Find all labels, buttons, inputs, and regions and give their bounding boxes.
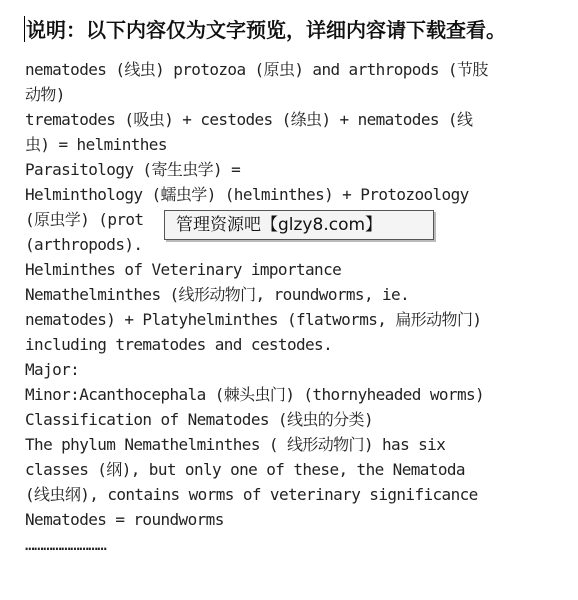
document-line: Helminthes of Veterinary importance (25, 260, 342, 279)
document-line: The phylum Nemathelminthes ( 线形动物门) has six (25, 435, 446, 454)
document-text (25, 57, 573, 557)
document-line: Nemathelminthes (线形动物门, roundworms, ie. (25, 285, 410, 304)
document-line: (arthropods). (25, 235, 143, 254)
document-line: 动物) (25, 85, 65, 104)
document-line: Helminthology (蠕虫学) (helminthes) + Protozoology (25, 185, 469, 204)
text-cursor (24, 16, 25, 42)
document-line: Classification of Nematodes (线虫的分类) (25, 410, 373, 429)
document-line: nematodes) + Platyhelminthes (flatworms, 扁形动物门) (25, 310, 482, 329)
document-line: classes (纲), but only one of these, the Nematoda (25, 460, 465, 479)
document-line: Minor:Acanthocephala (棘头虫门) (thornyheaded worms) (25, 385, 485, 404)
document-line: Major: (25, 360, 80, 379)
document-line: (原虫学) (prot (25, 210, 144, 229)
preview-notice: 说明：以下内容仅为文字预览，详细内容请下载查看。 (26, 18, 506, 42)
document-line: nematodes (线虫) protozoa (原虫) and arthropods (节肢 (25, 60, 488, 79)
watermark-banner: 管理资源吧【glzy8.com】 (164, 210, 434, 240)
document-line: trematodes (吸虫) + cestodes (绦虫) + nematodes (线 (25, 110, 473, 129)
document-line: including trematodes and cestodes. (25, 335, 333, 354)
document-line: ……………………… (25, 535, 107, 554)
document-line: Parasitology (寄生虫学) = (25, 160, 241, 179)
document-line: (线虫纲), contains worms of veterinary significance (25, 485, 478, 504)
document-line: 虫) = helminthes (25, 135, 167, 154)
document-line: Nematodes = roundworms (25, 510, 224, 529)
